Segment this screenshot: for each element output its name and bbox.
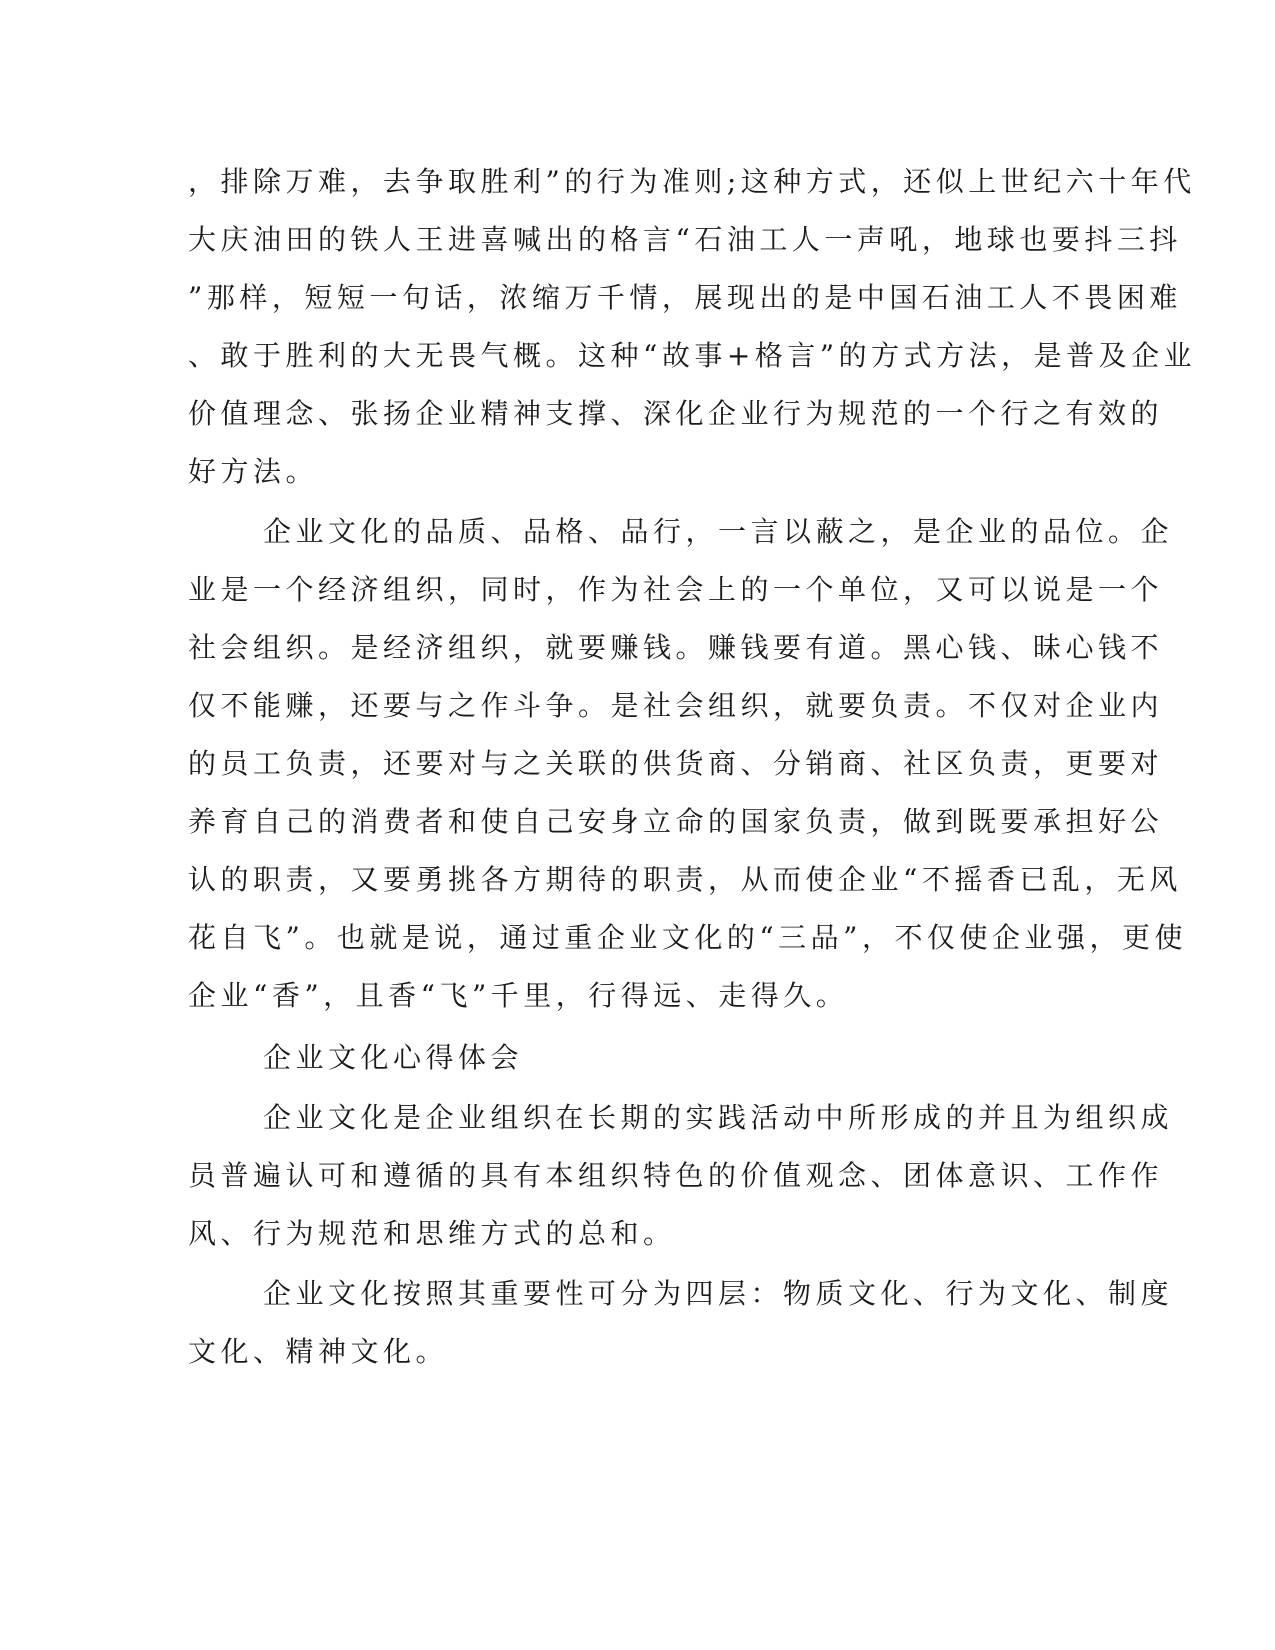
text-line: ，排除万难，去争取胜利”的行为准则;这种方式，还似上世纪六十年代: [188, 165, 1196, 198]
text-line: 企业文化是企业组织在长期的实践活动中所形成的并且为组织成: [263, 1101, 1174, 1134]
text-line: 文化、精神文化。: [188, 1335, 449, 1368]
text-line: 员普遍认可和遵循的具有本组织特色的价值观念、团体意识、工作作: [188, 1159, 1164, 1192]
text-line: 业是一个经济组织，同时，作为社会上的一个单位，又可以说是一个: [188, 573, 1164, 606]
text-line: 的员工负责，还要对与之关联的供货商、分销商、社区负责，更要对: [188, 747, 1164, 780]
text-line: 好方法。: [188, 455, 319, 488]
text-line: ”那样，短短一句话，浓缩万千情，展现出的是中国石油工人不畏困难: [188, 281, 1182, 314]
text-line: 大庆油田的铁人王进喜喊出的格言“石油工人一声吼，地球也要抖三抖: [188, 223, 1182, 256]
text-line: 企业文化的品质、品格、品行，一言以蔽之，是企业的品位。企: [263, 515, 1174, 548]
text-line: 养育自己的消费者和使自己安身立命的国家负责，做到既要承担好公: [188, 805, 1164, 838]
text-line: 、敢于胜利的大无畏气概。这种“故事+格言”的方式方法，是普及企业: [188, 339, 1197, 372]
text-line: 社会组织。是经济组织，就要赚钱。赚钱要有道。黑心钱、昧心钱不: [188, 631, 1164, 664]
text-line: 企业文化按照其重要性可分为四层：物质文化、行为文化、制度: [263, 1277, 1174, 1310]
text-line: 价值理念、张扬企业精神支撑、深化企业行为规范的一个行之有效的: [188, 397, 1164, 430]
section-heading: 企业文化心得体会: [263, 1041, 524, 1074]
text-line: 认的职责，又要勇挑各方期待的职责，从而使企业“不摇香已乱，无风: [188, 863, 1182, 896]
text-line: 风、行为规范和思维方式的总和。: [188, 1217, 676, 1250]
text-line: 企业“香”，且香“飞”千里，行得远、走得久。: [188, 979, 849, 1012]
text-line: 花自飞”。也就是说，通过重企业文化的“三品”，不仅使企业强，更使: [188, 921, 1187, 954]
text-line: 仅不能赚，还要与之作斗争。是社会组织，就要负责。不仅对企业内: [188, 689, 1164, 722]
